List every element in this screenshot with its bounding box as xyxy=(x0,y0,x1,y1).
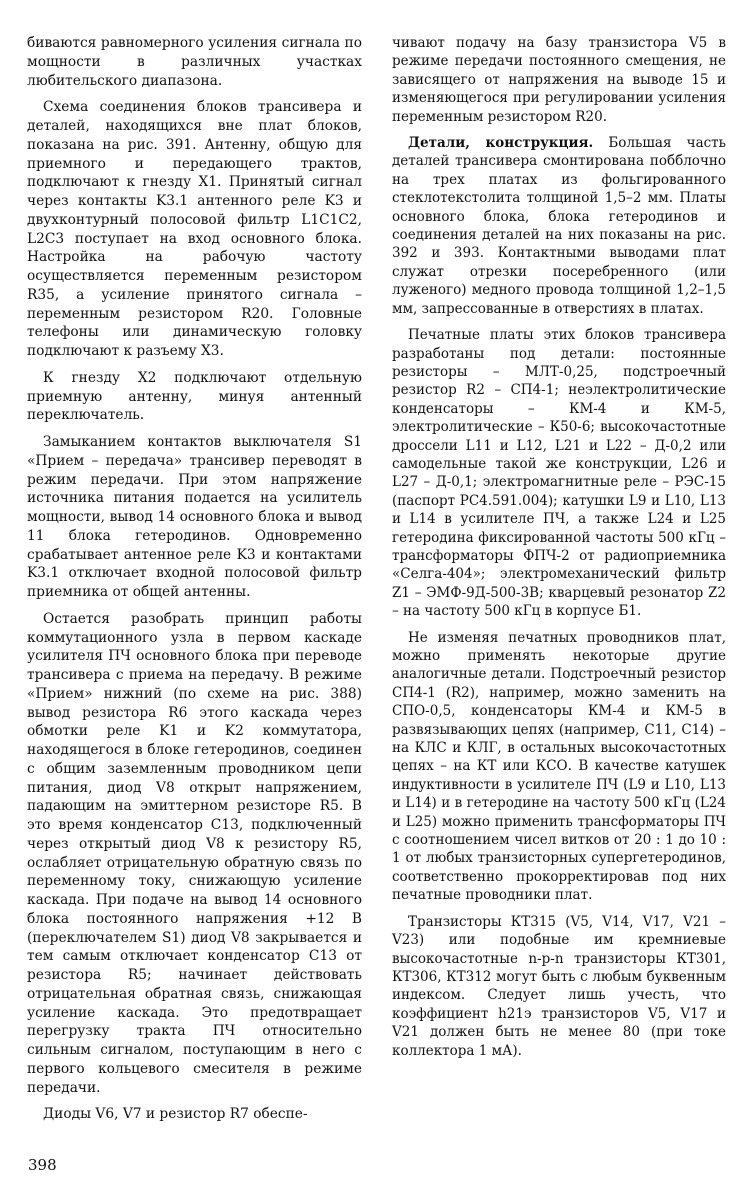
paragraph: Не изменяя печатных проводников плат, можно применять некоторые другие аналогичные детали. Подстроечный резистор СП4-1 (R2), например, можно заменить на СПО-0,5, конденсаторы КМ-4 и КМ-5 в развязывающих цепях (например, C11, C14) – на КЛС и КЛГ, в остальных высокочастотных цепях – на КТ или КСО. В качестве катушек индуктивности в усилителе ПЧ (L9 и L10, L13 и L14) и в гетеродине на частоту 500 кГц (L24 и L25) можно применить трансформаторы ПЧ с соотношением чисел витков от 20 : 1 до 10 : 1 от любых транзисторных супергетеродинов, соответственно прокорректировав под них печатные проводники плат. xyxy=(392,629,726,904)
paragraph: Остается разобрать принцип работы коммутационного узла в первом каскаде усилителя ПЧ основного блока при переводе трансивера с приема на передачу. В режиме «Прием» нижний (по схеме на рис. 388) вывод резистора R6 этого каскада через обмотки реле K1 и K2 коммутатора, находящегося в блоке гетеродинов, соединен с общим заземленным проводником цепи питания, диод V8 открыт напряжением, падающим на эмиттерном резисторе R5. В это время конденсатор C13, подключенный через открытый диод V8 к резистору R5, ослабляет отрицательную обратную связь по переменному току, снижающую усиление каскада. При подаче на вывод 14 основного блока постоянного напряжения +12 В (переключателем S1) диод V8 закрывается и тем самым отключает конденсатор C13 от резистора R5; начинает действовать отрицательная обратная связь, снижающая усиление каскада. Это предотвращает перегрузку тракта ПЧ относительно сильным сигналом, поступающим в него с первого кольцевого смесителя в режиме передачи. xyxy=(27,610,362,1096)
page-number: 398 xyxy=(28,1156,57,1174)
paragraph xyxy=(392,134,726,318)
right-column xyxy=(392,34,726,1068)
paragraph: Печатные платы этих блоков трансивера разработаны под детали: постоянные резисторы – МЛТ-0,25, подстроечный резистор R2 – СП4-1; неэлектролитические конденсаторы – КМ-4 и КМ-5, электролитические – К50-6; высокочастотные дроссели L11 и L12, L21 и L22 – Д-0,2 или самодельные такой же конструкции, L26 и L27 – Д-0,1; электромагнитные реле – РЭС-15 (паспорт РС4.591.004); катушки L9 и L10, L13 и L14 в усилителе ПЧ, а также L24 и L25 гетеродина фиксированной частоты 500 кГц – трансформаторы ФПЧ-2 от радиоприемника «Селга-404»; электромеханический фильтр Z1 – ЭМФ-9Д-500-3В; кварцевый резонатор Z2 – на частоту 500 кГц в корпусе Б1. xyxy=(392,327,726,620)
paragraph: Диоды V6, V7 и резистор R7 обеспе- xyxy=(43,1106,308,1123)
section-heading: Детали, конструкция. xyxy=(408,135,594,152)
paragraph: Схема соединения блоков трансивера и деталей, находящихся вне плат блоков, показана на рис. 391. Антенну, общую для приемного и передающего трактов, подключают к гнезду X1. Принятый сигнал через контакты K3.1 антенного реле K3 и двухконтурный полосовой фильтр L1C1C2, L2C3 поступает на вход основного блока. Настройка на рабочую частоту осуществляется переменным резистором R35, а усиление принятого сигнала – переменным резистором R20. Головные телефоны или динамическую головку подключают к разъему X3. xyxy=(27,99,362,359)
paragraph: Транзисторы КТ315 (V5, V14, V17, V21 – V23) или подобные им кремниевые высокочастотные n-p-n транзисторы КТ301, КТ306, КТ312 могут быть с любым буквенным индексом. Следует лишь учесть, что коэффициент h21э транзисторов V5, V17 и V21 должен быть не менее 80 (при токе коллектора 1 мА). xyxy=(392,913,726,1059)
paragraph: чивают подачу на базу транзистора V5 в режиме передачи постоянного смещения, не зависящего от напряжения на выводе 15 и изменяющегося при регулировании усиления переменным резистором R20. xyxy=(392,35,726,125)
paragraph: биваются равномерного усиления сигнала по мощности в различных участках любительского диапазона. xyxy=(27,35,362,89)
paragraph: К гнезду X2 подключают отдельную приемную антенну, минуя антенный переключатель. xyxy=(27,369,362,424)
paragraph-text: Большая часть деталей трансивера смонтирована побблочно на трех платах из фольгированного стеклотекстолита толщиной 1,5–2 мм. Платы основного блока, блока гетеродинов и соединения деталей на них показаны на рис. 392 и 393. Контактными выводами плат служат отрезки посеребренного (или луженого) медного провода толщиной 1,2–1,5 мм, запрессованные в отверстиях в платах. xyxy=(392,135,726,317)
left-column xyxy=(27,34,362,1132)
paragraph: Замыканием контактов выключателя S1 «Прием – передача» трансивер переводят в режим передачи. При этом напряжение источника питания подается на усилитель мощности, вывод 14 основного блока и вывод 11 блока гетеродинов. Одновременно срабатывает антенное реле K3 и контактами K3.1 отключает входной полосовой фильтр приемника от общей антенны. xyxy=(27,434,362,600)
